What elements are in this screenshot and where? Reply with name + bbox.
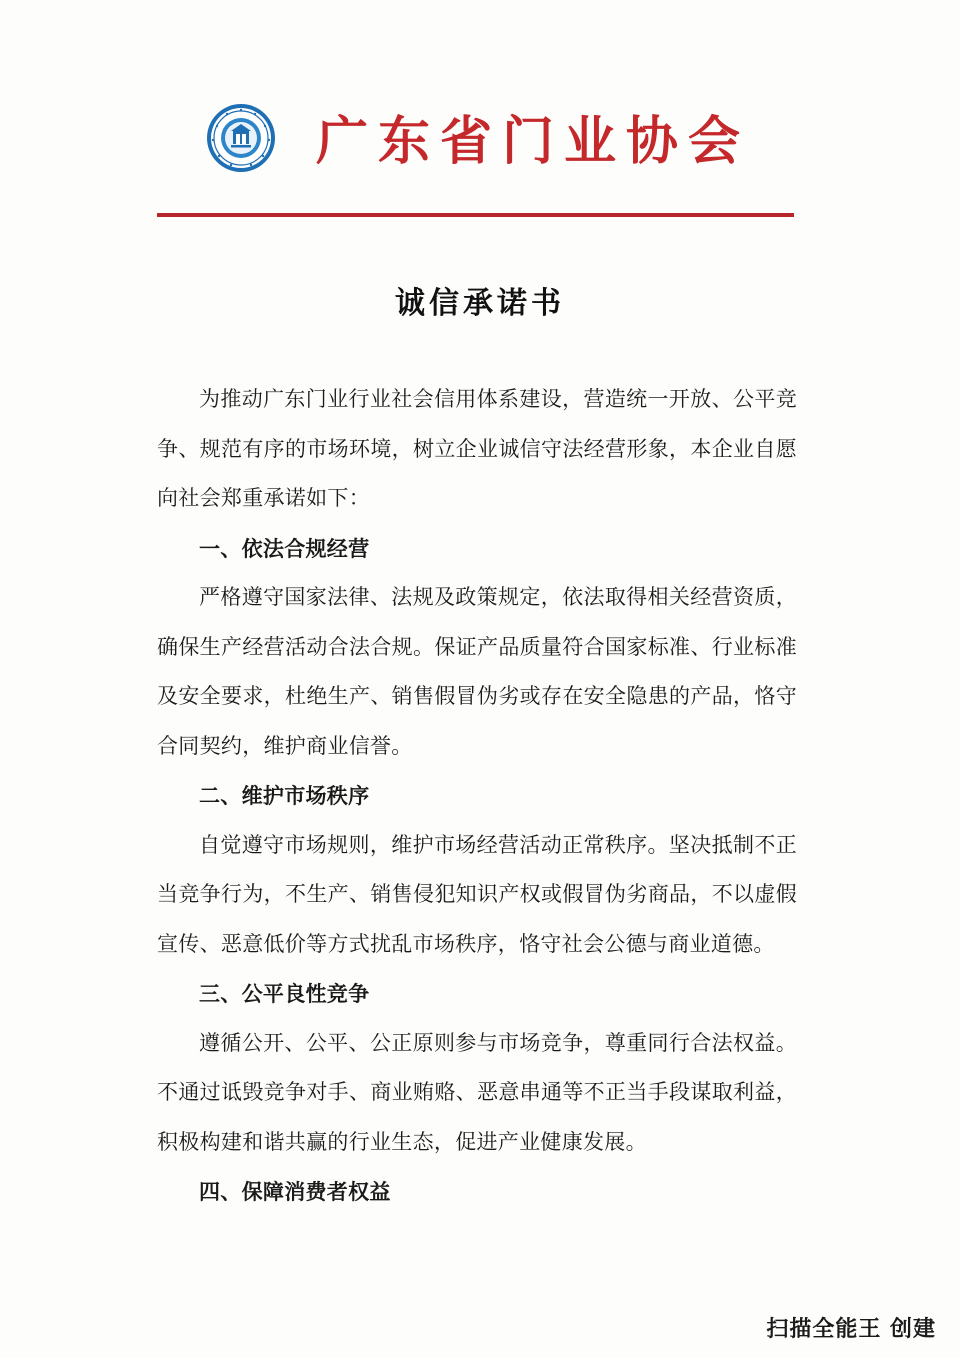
section-paragraph: 严格遵守国家法律、法规及政策规定，依法取得相关经营资质，确保生产经营活动合法合规。保证产品质量符合国家标准、行业标准及安全要求，杜绝生产、销售假冒伪劣或存在安全隐患的产品，恪守合同契约，维护商业信誉。 xyxy=(157,585,797,758)
association-seal-logo xyxy=(205,102,277,174)
section-heading: 四、保障消费者权益 xyxy=(199,1179,391,1204)
scanner-watermark: 扫描全能王 创建 xyxy=(766,1317,936,1342)
document-title: 诚信承诺书 xyxy=(395,286,565,321)
letterhead-divider xyxy=(157,213,794,217)
section-heading: 二、维护市场秩序 xyxy=(199,783,370,808)
section-paragraph: 遵循公开、公平、公正原则参与市场竞争，尊重同行合法权益。不通过诋毁竞争对手、商业贿赂、恶意串通等不正当手段谋取利益，积极构建和谐共赢的行业生态，促进产业健康发展。 xyxy=(157,1030,797,1154)
organization-name: 广东省门业协会 xyxy=(316,111,751,172)
section-heading: 一、依法合规经营 xyxy=(199,535,370,561)
section-paragraph: 自觉遵守市场规则，维护市场经营活动正常秩序。坚决抵制不正当竞争行为，不生产、销售侵犯知识产权或假冒伪劣商品，不以虚假宣传、恶意低价等方式扰乱市场秩序，恪守社会公德与商业道德。 xyxy=(157,832,797,956)
intro-paragraph: 为推动广东门业行业社会信用体系建设，营造统一开放、公平竞争、规范有序的市场环境，树立企业诚信守法经营形象，本企业自愿向社会郑重承诺如下： xyxy=(157,387,797,510)
section-heading: 三、公平良性竞争 xyxy=(199,981,370,1006)
document-body xyxy=(157,375,797,1217)
